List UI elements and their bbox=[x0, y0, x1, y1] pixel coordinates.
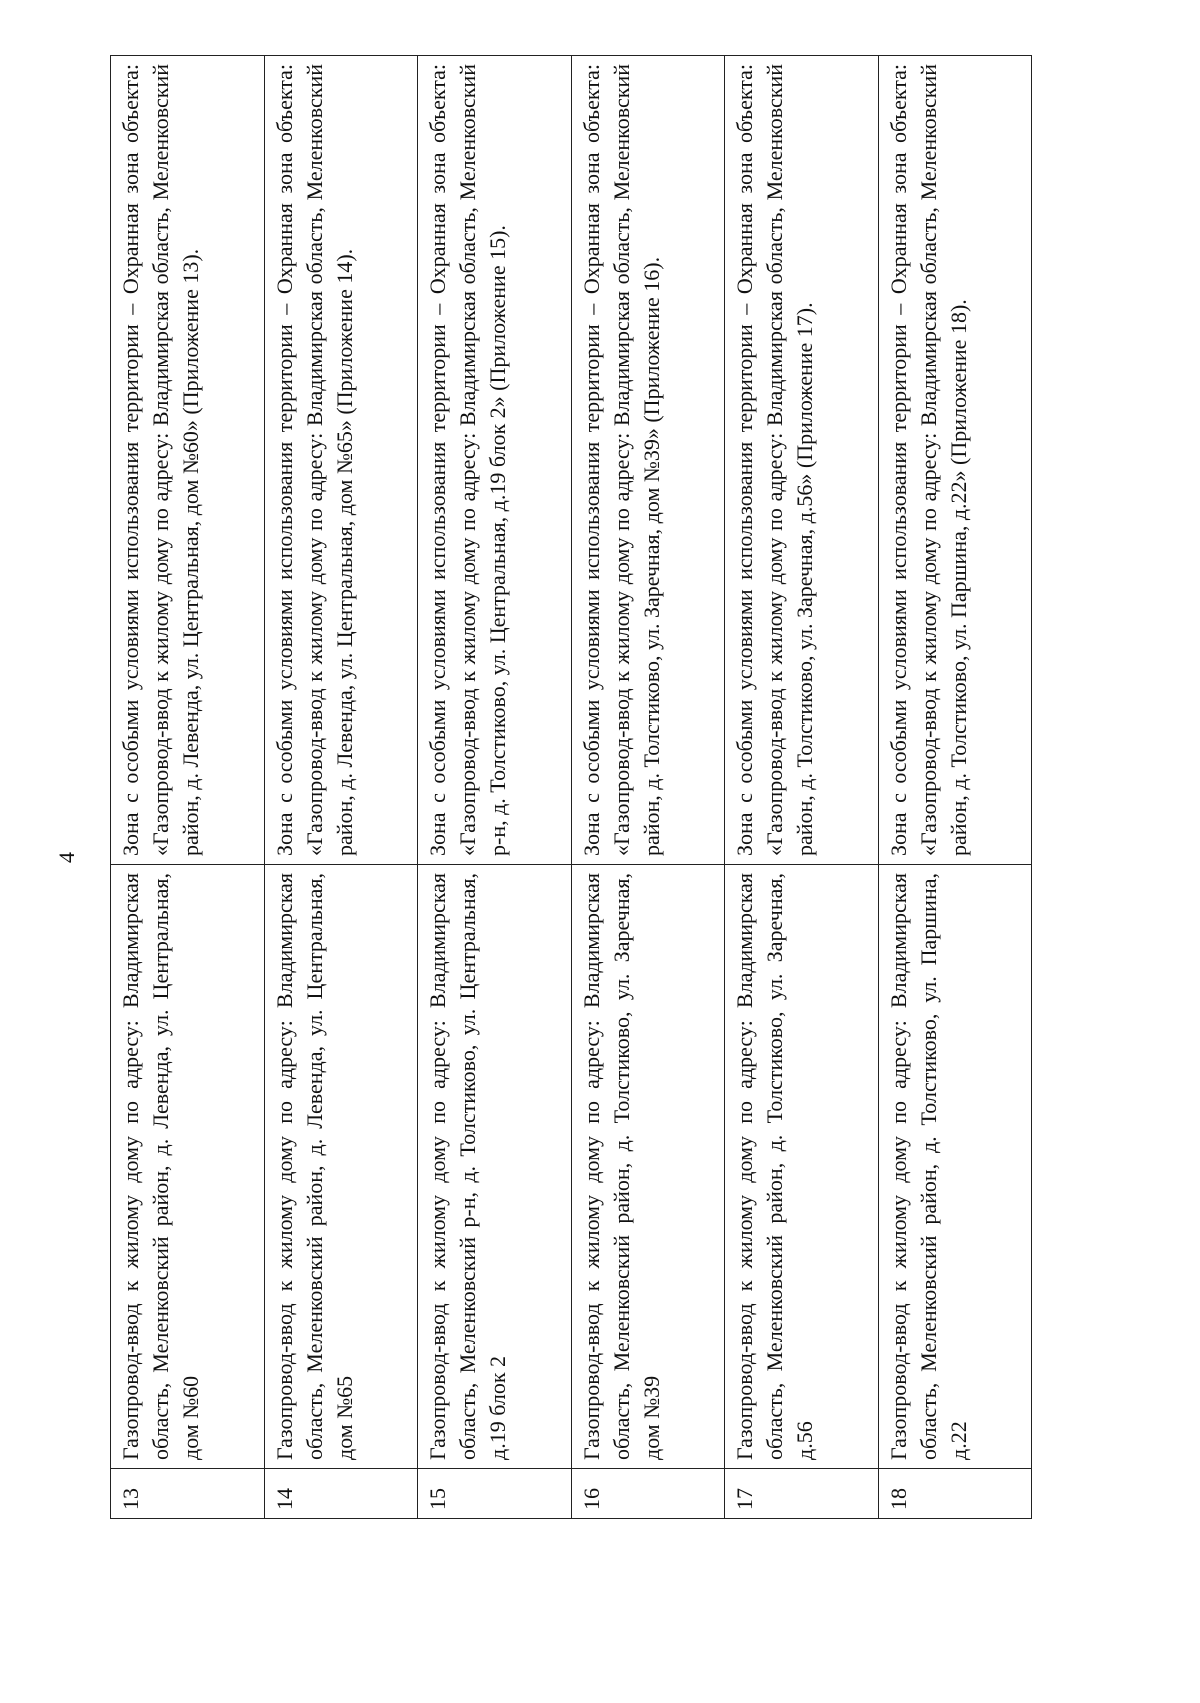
row-number: 18 bbox=[878, 1469, 1032, 1519]
object-description: Газопровод-ввод к жилому дому по адресу: Владимирская область, Меленковский район, д. Толстиково, ул. Заречная, дом №39 bbox=[571, 865, 725, 1469]
rotated-table-container bbox=[110, 56, 1032, 1519]
table-row bbox=[418, 56, 572, 1519]
zone-description: Зона с особыми условиями использования территории – Охранная зона объекта: «Газопровод-ввод к жилому дому по адресу: Владимирская область, Меленковский район, д. Левенда, ул. Центральная, дом №65» (Приложение 14). bbox=[264, 56, 418, 865]
table-row bbox=[725, 56, 879, 1519]
object-description: Газопровод-ввод к жилому дому по адресу: Владимирская область, Меленковский район, д. Толстиково, ул. Заречная, д.56 bbox=[725, 865, 879, 1469]
table-row bbox=[571, 56, 725, 1519]
object-description: Газопровод-ввод к жилому дому по адресу: Владимирская область, Меленковский район, д. Левенда, ул. Центральная, дом №65 bbox=[264, 865, 418, 1469]
table-row bbox=[878, 56, 1032, 1519]
object-description: Газопровод-ввод к жилому дому по адресу: Владимирская область, Меленковский район, д. Толстиково, ул. Паршина, д.22 bbox=[878, 865, 1032, 1469]
page-number: 4 bbox=[54, 852, 79, 863]
row-number: 16 bbox=[571, 1469, 725, 1519]
row-number: 17 bbox=[725, 1469, 879, 1519]
protection-zones-table bbox=[110, 55, 1032, 1519]
object-description: Газопровод-ввод к жилому дому по адресу: Владимирская область, Меленковский р-н, д. Толстиково, ул. Центральная, д.19 блок 2 bbox=[418, 865, 572, 1469]
row-number: 15 bbox=[418, 1469, 572, 1519]
zone-description: Зона с особыми условиями использования территории – Охранная зона объекта: «Газопровод-ввод к жилому дому по адресу: Владимирская область, Меленковский район, д. Толстиково, ул. Паршина, д.22» (Приложение 18). bbox=[878, 56, 1032, 865]
zone-description: Зона с особыми условиями использования территории – Охранная зона объекта: «Газопровод-ввод к жилому дому по адресу: Владимирская область, Меленковский район, д. Толстиково, ул. Заречная, д.56» (Приложение 17). bbox=[725, 56, 879, 865]
row-number: 13 bbox=[111, 1469, 265, 1519]
zone-description: Зона с особыми условиями использования территории – Охранная зона объекта: «Газопровод-ввод к жилому дому по адресу: Владимирская область, Меленковский район, д. Левенда, ул. Центральная, дом №60» (Приложение 13). bbox=[111, 56, 265, 865]
zone-description: Зона с особыми условиями использования территории – Охранная зона объекта: «Газопровод-ввод к жилому дому по адресу: Владимирская область, Меленковский район, д. Толстиково, ул. Заречная, дом №39» (Приложение 16). bbox=[571, 56, 725, 865]
zone-description: Зона с особыми условиями использования территории – Охранная зона объекта: «Газопровод-ввод к жилому дому по адресу: Владимирская область, Меленковский р-н, д. Толстиково, ул. Центральная, д.19 блок 2» (Приложение 15). bbox=[418, 56, 572, 865]
table-row bbox=[111, 56, 265, 1519]
table-row bbox=[264, 56, 418, 1519]
row-number: 14 bbox=[264, 1469, 418, 1519]
object-description: Газопровод-ввод к жилому дому по адресу: Владимирская область, Меленковский район, д. Левенда, ул. Центральная, дом №60 bbox=[111, 865, 265, 1469]
